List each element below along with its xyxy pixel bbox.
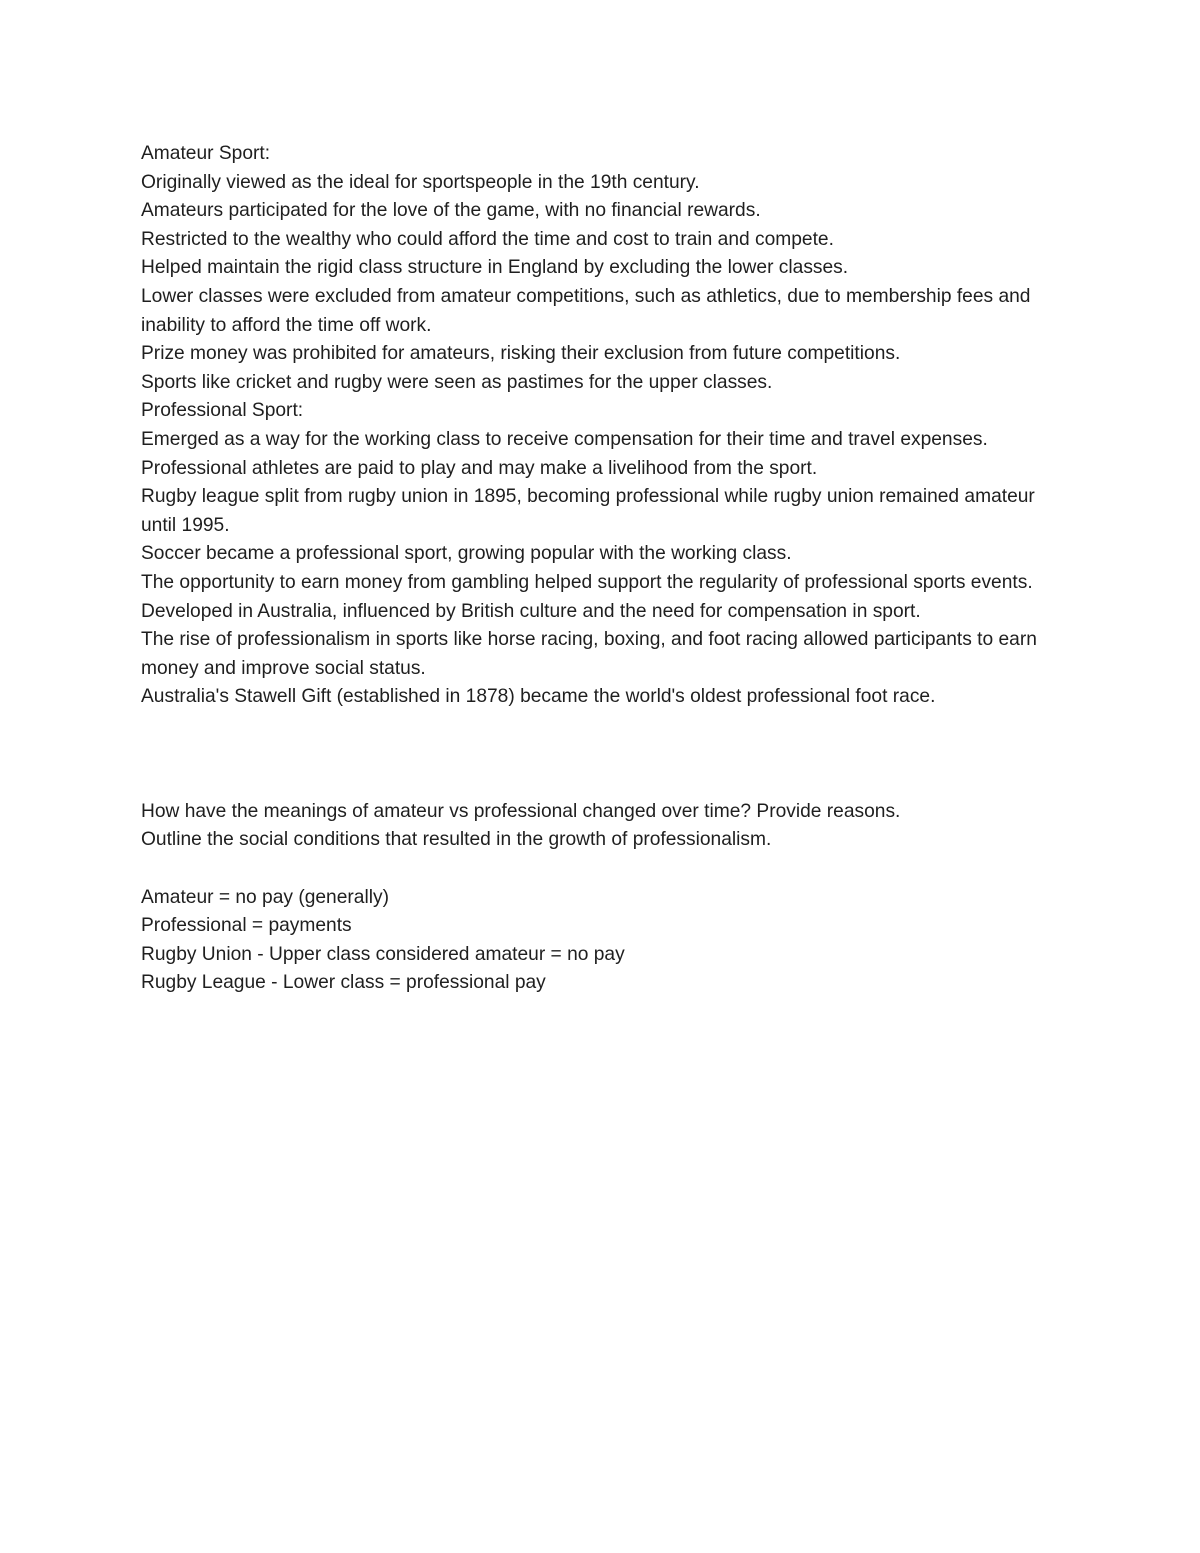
- professional-line: The opportunity to earn money from gambling helped support the regularity of professional sports events.: [141, 571, 1033, 593]
- amateur-line: Helped maintain the rigid class structure in England by excluding the lower classes.: [141, 257, 849, 279]
- amateur-line: Prize money was prohibited for amateurs, risking their exclusion from future competitions.: [141, 343, 901, 365]
- professional-sport-heading: Professional Sport:: [141, 400, 304, 422]
- professional-line: Developed in Australia, influenced by British culture and the need for compensation in sport.: [141, 600, 921, 622]
- summary-line: Amateur = no pay (generally): [141, 886, 389, 908]
- amateur-line: Sports like cricket and rugby were seen as pastimes for the upper classes.: [141, 371, 773, 393]
- professional-line: Soccer became a professional sport, growing popular with the working class.: [141, 543, 792, 565]
- summary-line: Rugby League - Lower class = professional pay: [141, 972, 546, 994]
- amateur-sport-heading: Amateur Sport:: [141, 143, 271, 164]
- document-body: [141, 140, 1061, 998]
- professional-line: Australia's Stawell Gift (established in 1878) became the world's oldest professional foot race.: [141, 686, 936, 708]
- professional-line: Professional athletes are paid to play and may make a livelihood from the sport.: [141, 457, 818, 479]
- summary-line: Professional = payments: [141, 915, 352, 937]
- summary-section: [141, 884, 1061, 998]
- question-line: How have the meanings of amateur vs professional changed over time? Provide reasons.: [141, 800, 901, 822]
- amateur-line: Originally viewed as the ideal for sportspeople in the 19th century.: [141, 171, 700, 193]
- professional-line: Emerged as a way for the working class to receive compensation for their time and travel expenses.: [141, 428, 988, 450]
- amateur-line: Amateurs participated for the love of the game, with no financial rewards.: [141, 200, 761, 222]
- summary-line: Rugby Union - Upper class considered amateur = no pay: [141, 943, 625, 965]
- notes-section: [141, 140, 1061, 712]
- question-line: Outline the social conditions that resulted in the growth of professionalism.: [141, 829, 772, 851]
- amateur-line: Restricted to the wealthy who could afford the time and cost to train and compete.: [141, 228, 834, 250]
- questions-section: [141, 798, 1061, 855]
- professional-line: The rise of professionalism in sports like horse racing, boxing, and foot racing allowed participants to earn money and improve social status.: [141, 629, 1037, 679]
- professional-line: Rugby league split from rugby union in 1895, becoming professional while rugby union remained amateur until 1995.: [141, 486, 1035, 536]
- amateur-line: Lower classes were excluded from amateur competitions, such as athletics, due to membership fees and inability to afford the time off work.: [141, 285, 1031, 336]
